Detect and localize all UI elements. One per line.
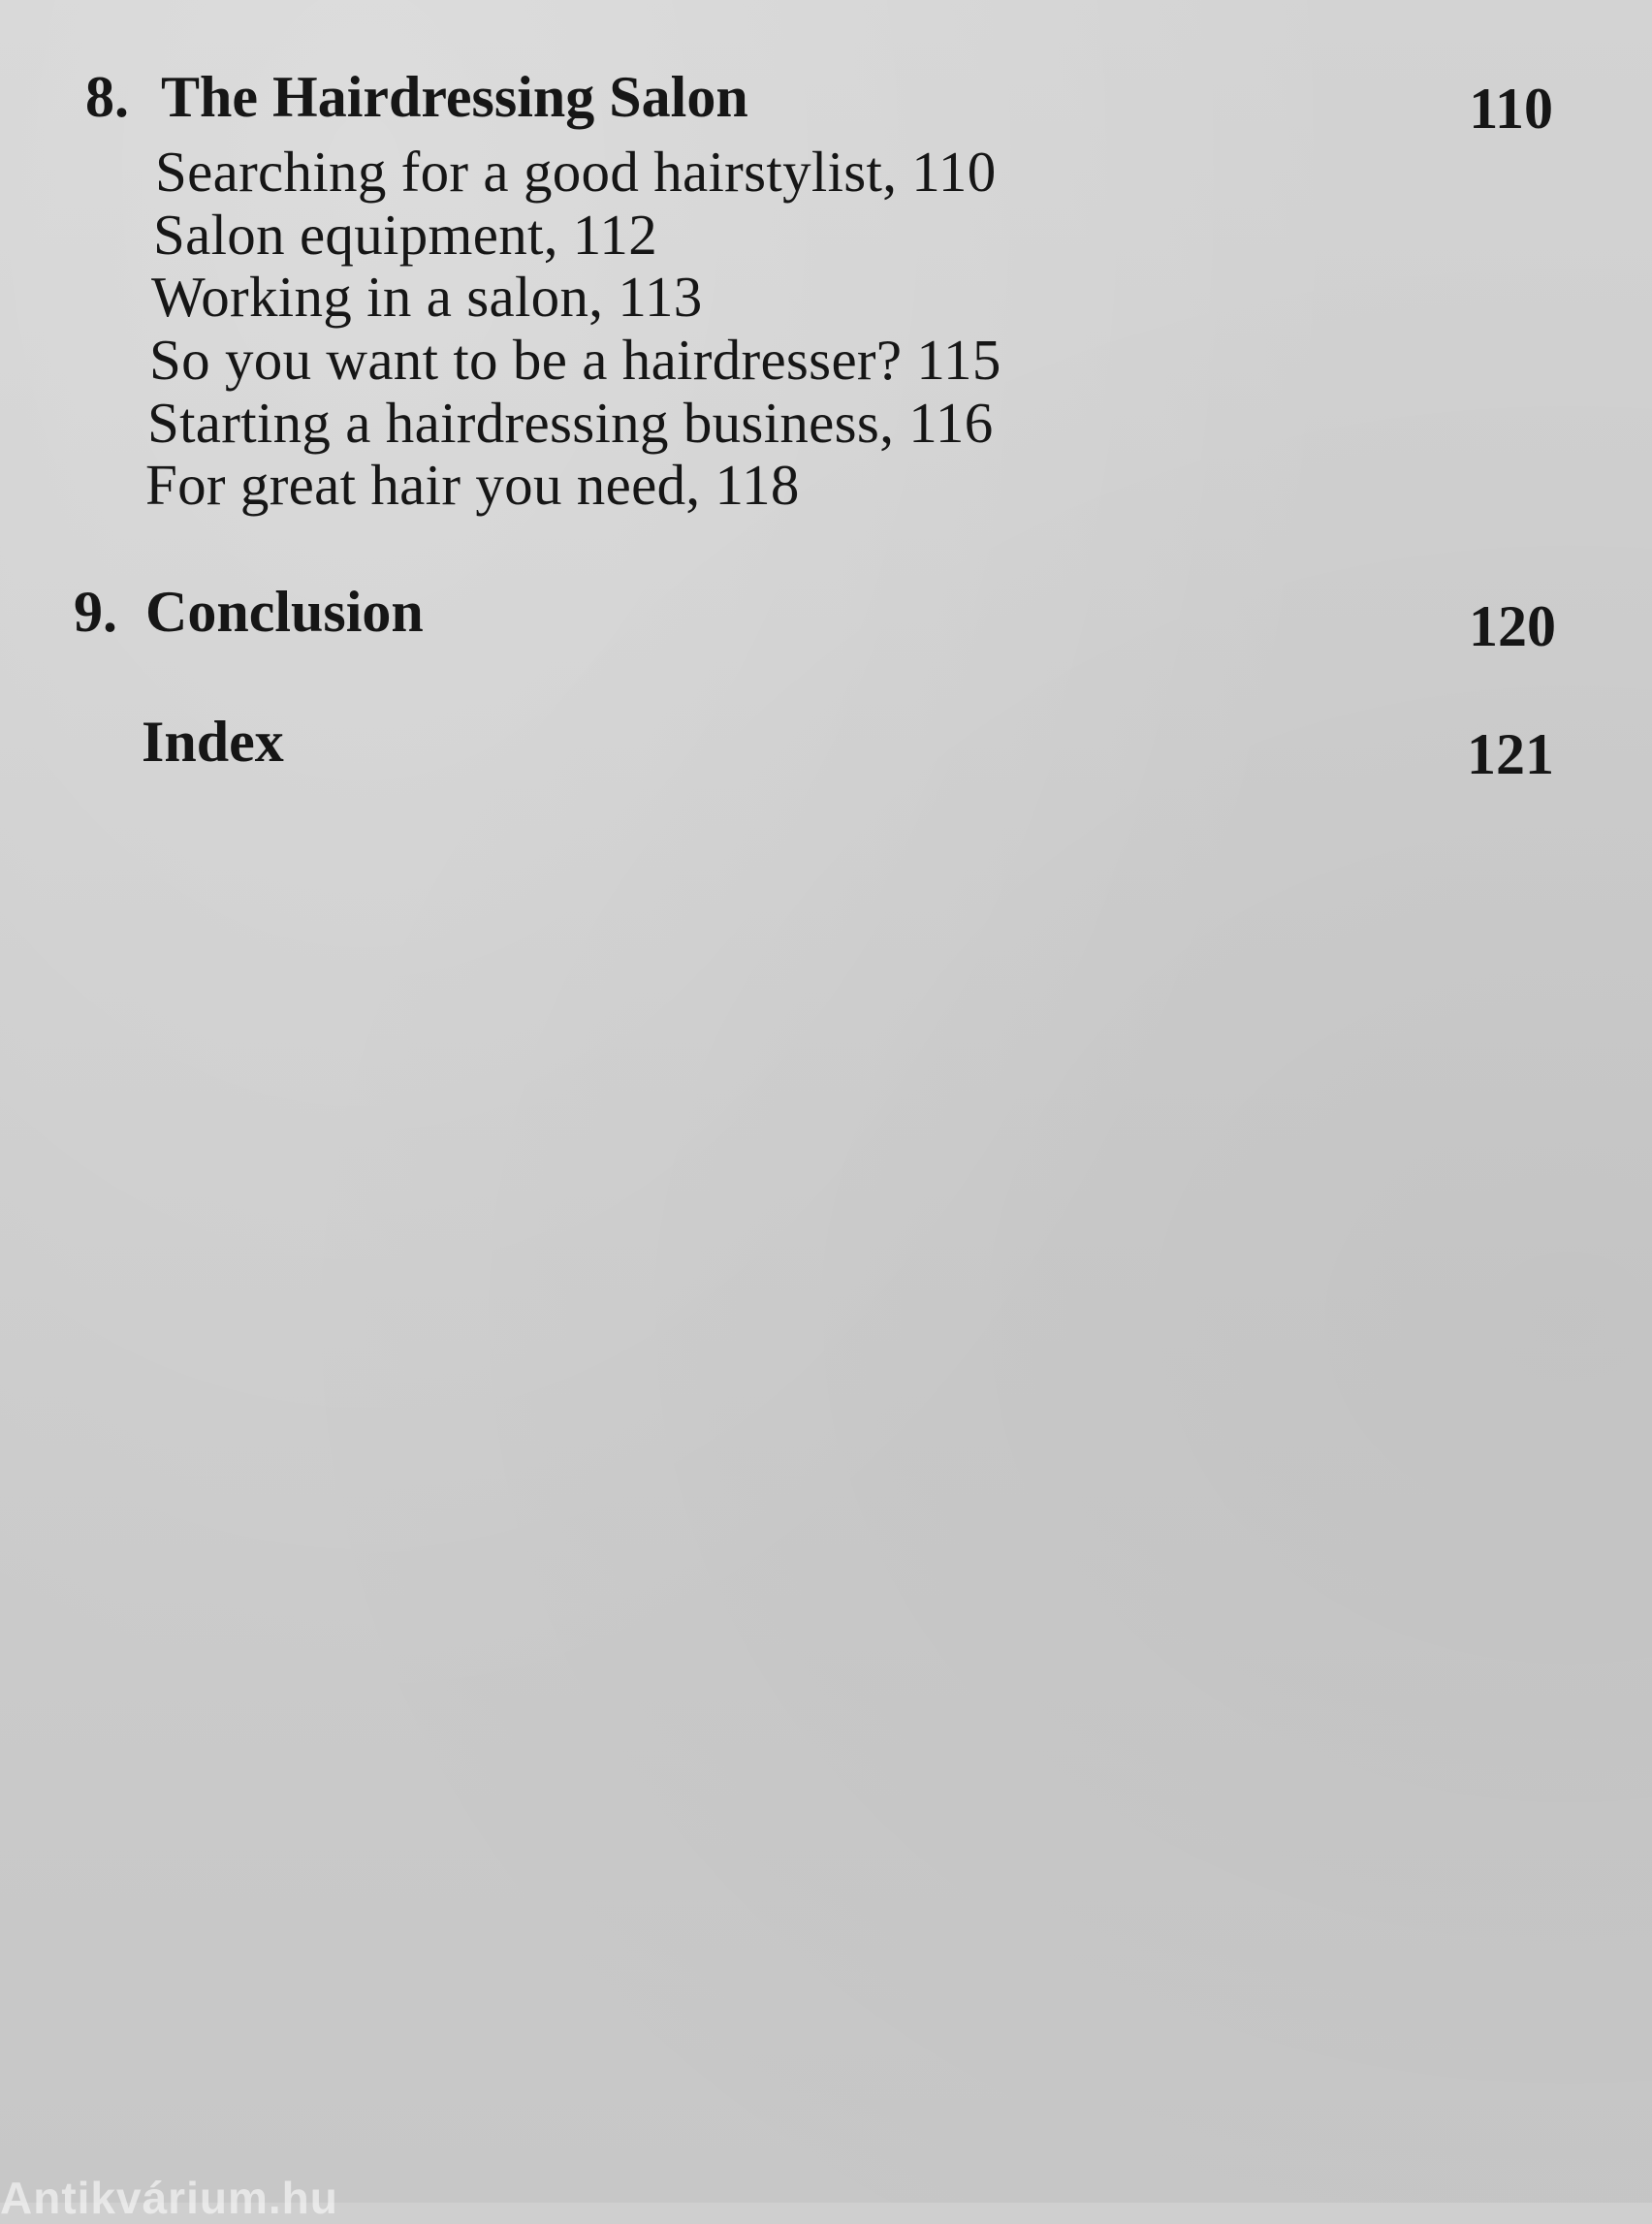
toc-section: Starting a hairdressing business, 116 [147, 391, 994, 455]
chapter-number: 8. [85, 65, 129, 129]
toc-section: Working in a salon, 113 [151, 265, 703, 329]
chapter-page-number: 120 [1469, 594, 1556, 658]
watermark: Antikvárium.hu [0, 2173, 338, 2223]
chapter-title: The Hairdressing Salon [161, 65, 748, 129]
index-page-number: 121 [1467, 722, 1554, 786]
index-title: Index [142, 710, 284, 774]
toc-section: So you want to be a hairdresser? 115 [149, 328, 1001, 392]
chapter-page-number: 110 [1469, 77, 1553, 141]
toc-section: Salon equipment, 112 [153, 203, 658, 267]
chapter-number: 9. [74, 580, 117, 644]
toc-section: For great hair you need, 118 [145, 453, 800, 517]
toc-section: Searching for a good hairstylist, 110 [155, 140, 997, 204]
chapter-title: Conclusion [145, 580, 424, 644]
